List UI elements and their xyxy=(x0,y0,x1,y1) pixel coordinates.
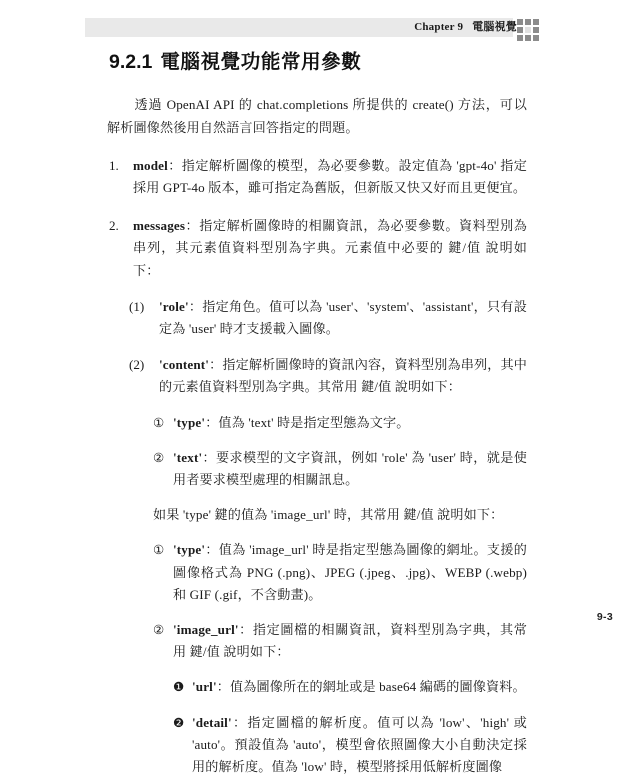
header-chapter-title: 電腦視覺 xyxy=(472,21,517,33)
list-item xyxy=(153,619,527,663)
header-title-group xyxy=(414,19,517,36)
list-item-body xyxy=(173,412,527,434)
list-item-body xyxy=(159,296,527,340)
list-item-body xyxy=(133,215,527,282)
list-item-body xyxy=(192,712,527,778)
list-item-keyword: 'type' xyxy=(173,414,206,430)
list-item-body xyxy=(173,447,527,491)
page-title xyxy=(107,50,527,75)
section-number: 9.2.1 xyxy=(109,51,153,73)
list-item xyxy=(107,215,527,282)
list-item-text: ：指定圖檔的解析度。值可以為 'low'、'high' 或 'auto'。預設值為 'auto'，模型會依照圖像大小自動決定採用的解析度。值為 'low' 時，模型將採用低解析度圖像 xyxy=(192,714,527,775)
list-item-body xyxy=(133,155,527,199)
list-item-body xyxy=(159,354,527,398)
list-marker: ① xyxy=(153,415,165,430)
dot-grid-cell xyxy=(517,27,523,33)
list-marker: (1) xyxy=(129,298,145,314)
list-item-text: ：指定角色。值可以為 'user'、'system'、'assistant'，只有設定為 'user' 時才支援載入圖像。 xyxy=(159,298,527,336)
list-item-text: ：指定解析圖像時的相關資訊，為必要參數。資料型別為串列，其元素值資料型別為字典。元素值中必要的 鍵/值 說明如下： xyxy=(133,218,527,278)
list-item-text: ：指定解析圖像時的資訊內容，資料型別為串列，其中的元素值資料型別為字典。其常用 鍵/值 說明如下： xyxy=(159,357,527,395)
list-item xyxy=(153,539,527,606)
running-header xyxy=(85,18,640,37)
list-marker: ① xyxy=(153,543,165,558)
list-item xyxy=(153,447,527,491)
list-item-keyword: 'detail' xyxy=(192,714,232,730)
dot-grid-cell xyxy=(533,19,539,25)
list-item-text: ：指定解析圖像的模型，為必要參數。設定值為 'gpt-4o' 指定採用 GPT-4o 版本，雖可指定為舊版，但新版又快又好而且更便宜。 xyxy=(133,157,527,195)
section-title-text: 電腦視覺功能常用參數 xyxy=(160,52,362,73)
list-item-body xyxy=(192,676,527,698)
note-image-url: 如果 'type' 鍵的值為 'image_url' 時，其常用 鍵/值 說明如下： xyxy=(153,507,504,523)
list-item xyxy=(153,412,527,434)
list-item xyxy=(173,676,527,698)
list-item xyxy=(129,354,527,398)
dot-grid-cell xyxy=(533,27,539,33)
list-marker: 2. xyxy=(109,218,119,234)
intro-paragraph: 透過 OpenAI API 的 chat.completions 所提供的 create() 方法，可以解析圖像然後用自然語言回答指定的問題。 xyxy=(107,97,527,135)
list-marker: (2) xyxy=(129,357,145,373)
list-item-keyword: model xyxy=(133,157,168,173)
list-item-keyword: 'content' xyxy=(159,357,210,373)
page-number: 9-3 xyxy=(596,611,613,623)
list-item xyxy=(107,155,527,199)
list-item-keyword: 'image_url' xyxy=(173,622,239,637)
list-marker: ② xyxy=(153,623,165,637)
list-item-text: ：要求模型的文字資訊，例如 'role' 為 'user' 時，就是使用者要求模型處理的相關訊息。 xyxy=(173,449,527,487)
list-marker: ❷ xyxy=(173,715,185,730)
dot-grid-cell xyxy=(525,35,531,41)
list-item-text: ：值為 'text' 時是指定型態為文字。 xyxy=(205,414,410,430)
list-item xyxy=(129,296,527,340)
dot-grid-cell xyxy=(525,19,531,25)
list-item-text: ：值為圖像所在的網址或是 base64 編碼的圖像資料。 xyxy=(216,679,526,695)
list-item-body xyxy=(173,619,527,663)
list-item-keyword: 'url' xyxy=(192,679,217,695)
page-content xyxy=(107,50,527,778)
list-marker: ② xyxy=(153,450,165,465)
list-item-body xyxy=(173,539,527,606)
header-chapter-label: Chapter 9 xyxy=(414,21,464,33)
dot-grid-cell xyxy=(517,35,523,41)
dot-grid-cell-blank xyxy=(525,27,531,33)
dot-grid-icon xyxy=(517,19,539,41)
dot-grid-cell xyxy=(517,19,523,25)
list-item-keyword: 'text' xyxy=(173,449,203,465)
list-marker: ❶ xyxy=(173,680,185,695)
dot-grid-cell xyxy=(533,35,539,41)
list-item-keyword: 'role' xyxy=(159,298,189,314)
list-item-keyword: messages xyxy=(133,218,186,234)
list-item-text: ：值為 'image_url' 時是指定型態為圖像的網址。支援的圖像格式為 PNG (.png)、JPEG (.jpeg、.jpg)、WEBP (.webp) 和 GIF (.gif，不含動畫)。 xyxy=(173,542,527,602)
list-item-keyword: 'type' xyxy=(173,542,206,558)
list-item-text: ：指定圖檔的相關資訊，資料型別為字典，其常用 鍵/值 說明如下： xyxy=(173,622,527,660)
list-item xyxy=(173,712,527,778)
list-marker: 1. xyxy=(109,157,119,173)
